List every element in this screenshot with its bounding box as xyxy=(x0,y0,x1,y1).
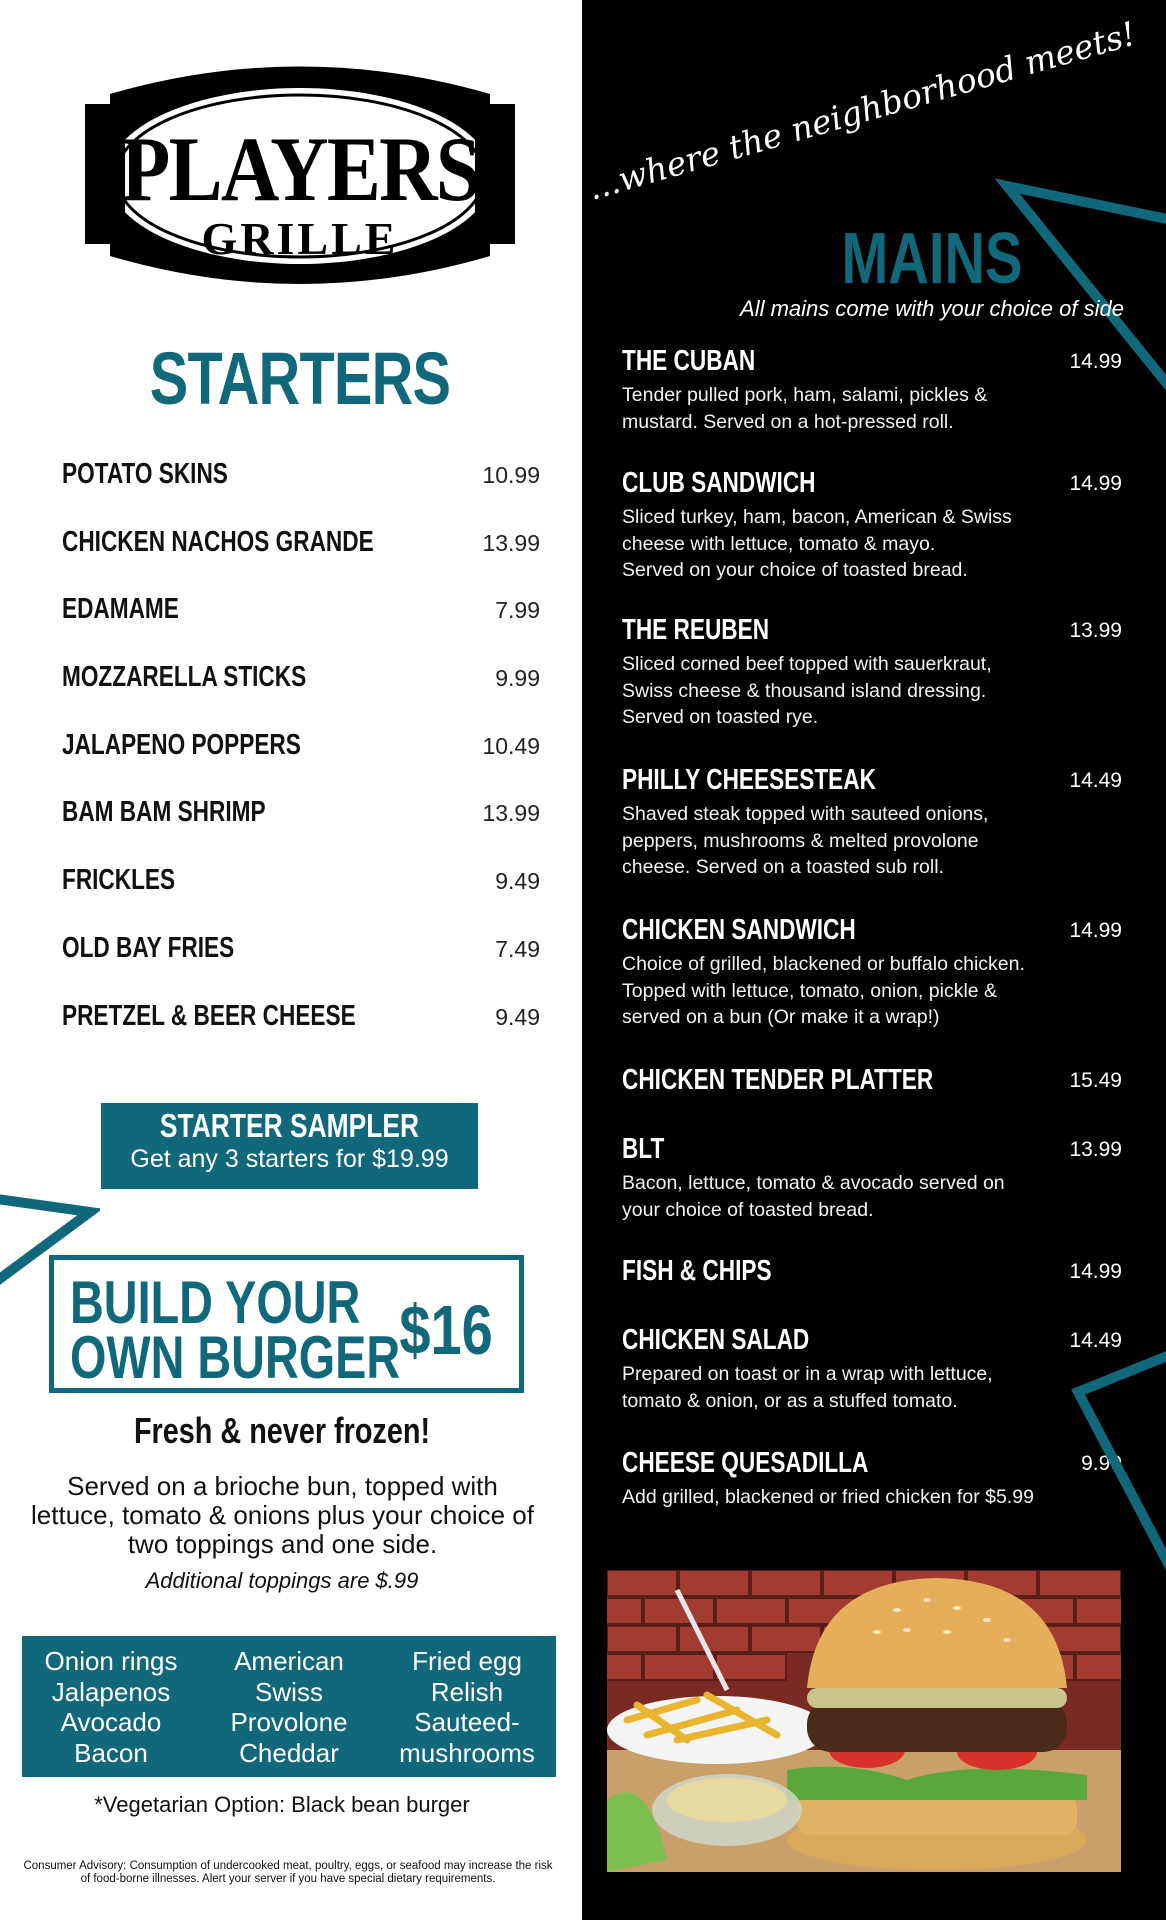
main-price: 15.49 xyxy=(1069,1069,1122,1092)
tagline-text: ...where the neighborhood meets! xyxy=(583,13,1140,208)
starter-item xyxy=(62,593,540,661)
starter-item xyxy=(62,661,540,729)
main-description-line: your choice of toasted bread. xyxy=(622,1198,874,1221)
main-description xyxy=(622,651,1142,731)
main-description-line: Sliced corned beef topped with sauerkraut, xyxy=(622,653,992,675)
topping-item: Provolone xyxy=(230,1707,348,1737)
main-description-line: Shaved steak topped with sauteed onions, xyxy=(622,803,989,825)
mains-heading: MAINS xyxy=(841,219,1023,299)
main-description xyxy=(622,801,1142,881)
tagline-script xyxy=(582,0,1166,230)
right-column xyxy=(582,0,1166,1920)
topping-item: Avocado xyxy=(60,1707,162,1737)
main-price: 13.99 xyxy=(1069,619,1122,642)
topping-item: Fried egg xyxy=(412,1646,522,1676)
starter-price: 10.99 xyxy=(482,462,540,488)
main-description xyxy=(622,382,1142,435)
starter-name: POTATO SKINS xyxy=(62,458,228,490)
main-item xyxy=(622,1132,1142,1223)
burger-photo xyxy=(607,1570,1121,1872)
byob-line-2: OWN BURGER xyxy=(70,1324,401,1391)
topping-item: Sauteed- xyxy=(414,1707,520,1737)
starter-price: 9.49 xyxy=(495,1003,540,1030)
starter-item xyxy=(62,932,540,1000)
main-description-line: Tender pulled pork, ham, salami, pickles & xyxy=(622,384,988,406)
topping-item: Relish xyxy=(430,1676,504,1707)
main-price: 14.99 xyxy=(1069,1260,1122,1283)
left-column xyxy=(0,0,582,1920)
starter-name: EDAMAME xyxy=(62,593,179,626)
topping-item: Swiss xyxy=(255,1676,323,1707)
main-price: 9.99 xyxy=(1081,1452,1122,1475)
decorative-triangle-bottom xyxy=(582,1340,1166,1600)
main-description-line: served on a bun (Or make it a wrap!) xyxy=(622,1006,940,1028)
starter-price: 9.49 xyxy=(495,868,540,895)
main-description-line: Topped with lettuce, tomato, onion, pickle & xyxy=(622,979,998,1002)
starter-item xyxy=(62,1000,540,1068)
topping-item: Bacon xyxy=(74,1737,148,1768)
starter-price: 13.99 xyxy=(482,529,540,556)
consumer-advisory: Consumer Advisory: Consumption of undercooked meat, poultry, eggs, or seafood may increase the risk of food-borne illnesses. Alert your server if you have special dietary requirements. xyxy=(23,1860,553,1885)
build-your-own-burger-box xyxy=(49,1255,524,1393)
starter-price: 13.99 xyxy=(482,800,540,827)
topping-item: Jalapenos xyxy=(51,1676,171,1707)
main-description xyxy=(622,504,1142,584)
main-description-line: Add grilled, blackened or fried chicken for $5.99 xyxy=(622,1486,1034,1508)
main-item xyxy=(622,613,1142,731)
main-item xyxy=(622,344,1142,435)
main-name: THE CUBAN xyxy=(622,345,756,377)
toppings-column-2 xyxy=(200,1646,378,1768)
main-description-line: peppers, mushrooms & melted provolone xyxy=(622,829,979,852)
toppings-column-1 xyxy=(22,1646,200,1768)
starter-item xyxy=(62,458,540,526)
main-name: FISH & CHIPS xyxy=(622,1255,772,1287)
main-description-line: cheese. Served on a toasted sub roll. xyxy=(622,856,944,878)
byob-line-1: BUILD YOUR xyxy=(70,1269,361,1336)
main-description-line: Prepared on toast or in a wrap with lettuce, xyxy=(622,1363,993,1385)
starter-name: MOZZARELLA STICKS xyxy=(62,661,307,694)
main-description-line: Served on your choice of toasted bread. xyxy=(622,559,968,581)
main-name: PHILLY CHEESESTEAK xyxy=(622,764,876,796)
main-description xyxy=(622,1170,1142,1223)
main-name: CHICKEN SANDWICH xyxy=(622,914,856,946)
starters-list xyxy=(62,458,540,1067)
byob-price: $16 xyxy=(399,1291,493,1369)
main-price: 14.49 xyxy=(1069,769,1122,792)
main-price: 13.99 xyxy=(1069,1138,1122,1161)
main-description-line: Choice of grilled, blackened or buffalo chicken. xyxy=(622,953,1025,975)
starters-heading: STARTERS xyxy=(149,337,451,420)
starter-item xyxy=(62,796,540,864)
starter-name: CHICKEN NACHOS GRANDE xyxy=(62,525,374,558)
players-grille-logo xyxy=(80,44,520,304)
main-name: CHEESE QUESADILLA xyxy=(622,1447,869,1479)
main-description-line: Swiss cheese & thousand island dressing. xyxy=(622,679,987,702)
starter-name: PRETZEL & BEER CHEESE xyxy=(62,999,356,1032)
main-name: CLUB SANDWICH xyxy=(622,467,816,499)
starter-price: 7.49 xyxy=(495,935,540,962)
burger-description: Served on a brioche bun, topped with lettuce, tomato & onions plus your choice of two toppings and one side. xyxy=(31,1471,534,1559)
main-item xyxy=(622,466,1142,584)
main-description-line: tomato & onion, or as a stuffed tomato. xyxy=(622,1389,958,1412)
starter-item xyxy=(62,864,540,932)
main-description-line: mustard. Served on a hot-pressed roll. xyxy=(622,410,954,433)
main-price: 14.49 xyxy=(1069,1329,1122,1352)
logo-grille-text: GRILLE xyxy=(201,213,399,264)
main-price: 14.99 xyxy=(1069,472,1122,495)
starter-price: 7.99 xyxy=(495,597,540,624)
main-name: CHICKEN SALAD xyxy=(622,1324,810,1356)
main-description-line: cheese with lettuce, tomato & mayo. xyxy=(622,532,936,555)
vegetarian-option: *Vegetarian Option: Black bean burger xyxy=(94,1792,470,1817)
additional-toppings-note: Additional toppings are $.99 xyxy=(145,1568,419,1593)
main-item xyxy=(622,1063,1142,1097)
topping-item: Onion rings xyxy=(44,1646,178,1676)
starter-price: 9.99 xyxy=(495,665,540,692)
mains-subtitle: All mains come with your choice of side xyxy=(740,296,1124,321)
main-item xyxy=(622,763,1142,881)
main-description-line: Sliced turkey, ham, bacon, American & Swiss xyxy=(622,506,1012,528)
topping-item: mushrooms xyxy=(399,1737,535,1768)
toppings-box xyxy=(22,1636,556,1777)
main-description xyxy=(622,951,1142,1031)
toppings-column-3 xyxy=(378,1646,556,1768)
main-name: CHICKEN TENDER PLATTER xyxy=(622,1064,934,1096)
logo-players-text: PLAYERS xyxy=(120,118,480,220)
main-description-line: Served on toasted rye. xyxy=(622,706,819,728)
main-item xyxy=(622,1254,1142,1288)
starter-item xyxy=(62,526,540,594)
sampler-subtitle: Get any 3 starters for $19.99 xyxy=(130,1145,449,1173)
sampler-title: STARTER SAMPLER xyxy=(159,1107,420,1144)
main-name: BLT xyxy=(622,1133,665,1165)
topping-item: American xyxy=(234,1646,344,1676)
main-item xyxy=(622,913,1142,1031)
starter-name: BAM BAM SHRIMP xyxy=(62,796,266,829)
main-price: 14.99 xyxy=(1069,350,1122,373)
topping-item: Cheddar xyxy=(239,1737,339,1768)
starter-name: FRICKLES xyxy=(62,864,176,897)
starter-name: JALAPENO POPPERS xyxy=(62,728,301,761)
main-description-line: Bacon, lettuce, tomato & avocado served on xyxy=(622,1172,1005,1194)
starter-name: OLD BAY FRIES xyxy=(62,931,235,964)
burger-tagline: Fresh & never frozen! xyxy=(133,1410,431,1451)
starter-item xyxy=(62,729,540,797)
starter-price: 10.49 xyxy=(482,732,540,759)
main-price: 14.99 xyxy=(1069,919,1122,942)
main-name: THE REUBEN xyxy=(622,614,770,646)
starter-sampler-box xyxy=(101,1103,478,1189)
